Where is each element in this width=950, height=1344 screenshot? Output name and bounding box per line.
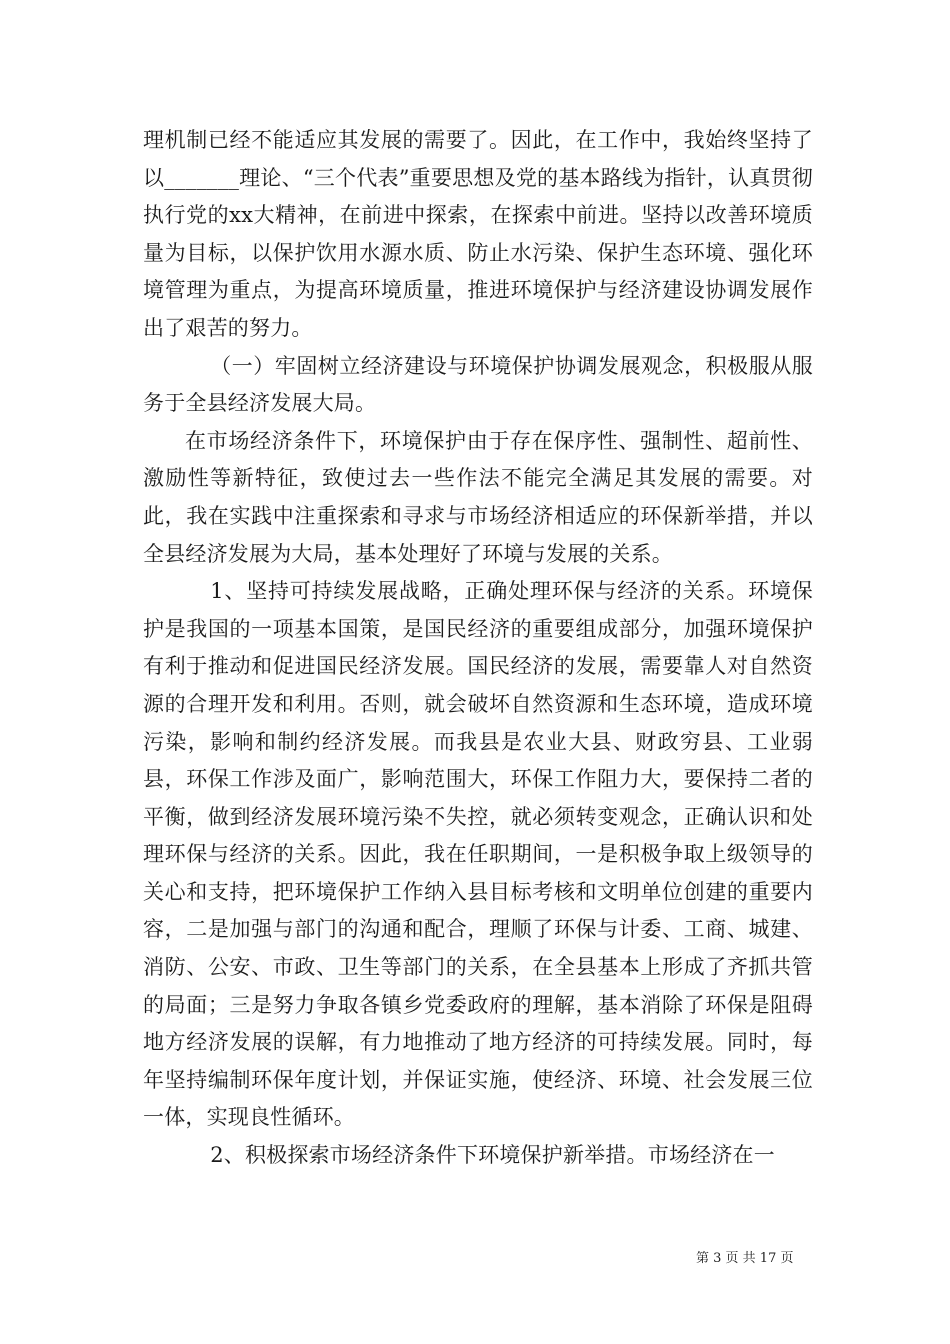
- paragraph-item-1: 1、坚持可持续发展战略，正确处理环保与经济的关系。环境保护是我国的一项基本国策，是国民经济的重要组成部分，加强环境保护有利于推动和促进国民经济发展。国民经济的发展，需要靠人对自然资源的合理开发和利用。否则，就会破坏自然资源和生态环境，造成环境污染，影响和制约经济发展。而我县是农业大县、财政穷县、工业弱县，环保工作涉及面广，影响范围大，环保工作阻力大，要保持二者的平衡，做到经济发展环境污染不失控，就必须转变观念，正确认识和处理环保与经济的关系。因此，我在任职期间，一是积极争取上级领导的关心和支持，把环境保护工作纳入县目标考核和文明单位创建的重要内容，二是加强与部门的沟通和配合，理顺了环保与计委、工商、城建、消防、公安、市政、卫生等部门的关系，在全县基本上形成了齐抓共管的局面；三是努力争取各镇乡党委政府的理解，基本消除了环保是阻碍地方经济发展的误解，有力地推动了地方经济的可持续发展。同时，每年坚持编制环保年度计划，并保证实施，使经济、环境、社会发展三位一体，实现良性循环。: [143, 579, 813, 1130]
- paragraph-item-2: 2、积极探索市场经济条件下环境保护新举措。市场经济在一: [210, 1143, 775, 1168]
- document-body: [143, 122, 813, 1175]
- page-number-footer: 第 3 页 共 17 页: [696, 1251, 794, 1266]
- paragraph-continuation: 理机制已经不能适应其发展的需要了。因此，在工作中，我始终坚持了以_______理论、“三个代表”重要思想及党的基本路线为指针，认真贯彻执行党的xx大精神，在前进中探索，在探索中前进。坚持以改善环境质量为目标，以保护饮用水源水质、防止水污染、保护生态环境、强化环境管理为重点，为提高环境质量，推进环境保护与经济建设协调发展作出了艰苦的努力。: [143, 128, 813, 340]
- section-heading: （一）牢固树立经济建设与环境保护协调发展观念，积极服从服务于全县经济发展大局。: [143, 353, 813, 416]
- paragraph-market-economy: 在市场经济条件下，环境保护由于存在保序性、强制性、超前性、激励性等新特征，致使过去一些作法不能完全满足其发展的需要。对此，我在实践中注重探索和寻求与市场经济相适应的环保新举措，并以全县经济发展为大局，基本处理好了环境与发展的关系。: [143, 428, 813, 566]
